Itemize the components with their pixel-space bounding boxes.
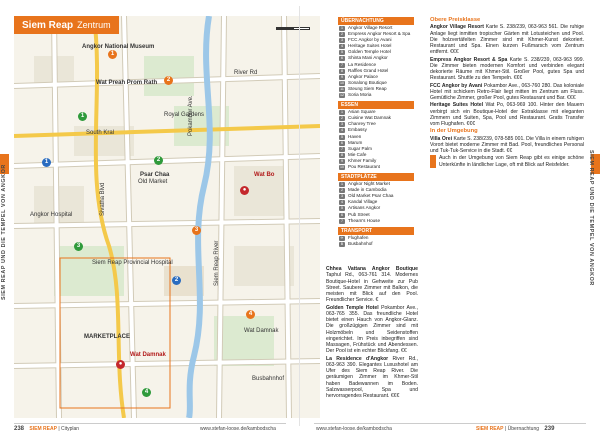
label-psar-chaa: Psar Chaa <box>140 172 170 178</box>
map-title-text: Siem Reap <box>22 20 74 31</box>
footer-sub-left: Cityplan <box>61 426 80 432</box>
legend-item[interactable]: 8 Mie Cafe <box>341 151 367 157</box>
legend-item[interactable]: 2 Cuisine Wat Damnak <box>341 115 391 121</box>
legend-item[interactable]: 6 Pub Street <box>341 211 370 217</box>
legend-section-title: TRANSPORT <box>338 227 414 235</box>
label-river-road: River Rd <box>234 70 258 76</box>
label-royal-gardens: Royal Gardens <box>164 112 205 118</box>
entry-text: Taphul Rd., 063-761 314. Modernes Boutique-Hotel in Gehweite zur Pub Street. Saubere Zimmer mit Balkon, die meisten mit Blick auf den Pool. Freundlicher Service. € <box>326 272 418 304</box>
entry-name: Heritage Suites Hotel <box>430 102 484 109</box>
map-pin-food-1[interactable]: 1 <box>78 112 87 121</box>
label-wat-bo: Wat Bo <box>254 172 275 178</box>
legend-item[interactable]: ✈ Flughafen <box>340 234 369 240</box>
city-map[interactable] <box>14 16 320 418</box>
entry-text: River Rd., 063-963 390. Elegantes Luxushotel am Ufer des Siem Reap River. Die geräumigen Zimmer im Khmer-Stil haben Badewannen im Boden. Salzwasserpool, Spa und hervorragendes Restaurant. €€€ <box>326 355 418 399</box>
legend-item[interactable]: 11 Steung Siem Reap <box>340 85 387 91</box>
map-pin-food-2[interactable]: 2 <box>154 156 163 165</box>
map-pin-sight-1[interactable]: ● <box>240 186 249 195</box>
chapter-side-label-right: SIEM REAP UND DIE TEMPEL VON ANGKOR <box>588 150 594 286</box>
map-pin-food-3[interactable]: 3 <box>74 242 83 251</box>
legend-item[interactable]: 12 Soria Moria <box>340 92 372 98</box>
map-pin-hotel-1[interactable]: 1 <box>108 50 117 59</box>
chapter-side-label-left: SIEM REAP UND DIE TEMPEL VON ANGKOR <box>1 164 7 300</box>
label-pokambor: Pokambor Ave. <box>188 95 194 136</box>
footer-section-left: SIEM REAP <box>29 426 57 432</box>
legend-item[interactable]: 9 Angkor Palace <box>341 73 378 79</box>
map-pin-sight-2[interactable]: ● <box>116 360 125 369</box>
tip-box: Auch in der Umgebung von Siem Reap gibt es einige schöne Unterkünfte in ländlicher Lage, oft mit Blick auf Reisfelder. <box>430 155 584 168</box>
map-title <box>14 16 119 34</box>
label-sivatha: Sivatha Blvd <box>100 182 106 216</box>
entry-name: Villa Orei <box>430 135 453 142</box>
label-wat-damnak-2: Wat Damnak <box>244 328 279 334</box>
footer-rule-right <box>314 423 586 424</box>
legend-item[interactable]: 4 Heritage Suites Hotel <box>341 43 392 49</box>
label-wat-preah-prom-rath: Wat Preah Prom Rath <box>96 80 158 86</box>
legend-section-title: ÜBERNACHTUNG <box>338 17 414 25</box>
label-marketplace: MARKETPLACE <box>84 334 130 340</box>
entry-text: Karte S. 238/239, 063-963 999. Die Zimmer bieten modernen Komfort und verbinden elegant dekorierte Räume mit Khmer-Stil. Großer Pool, gutes Spa und Restaurant. Shuttle zu den Tempeln. €€€ <box>430 56 584 82</box>
map-pin-hotel-3[interactable]: 3 <box>192 226 201 235</box>
legend-item[interactable]: 1 Asian Square <box>341 109 376 115</box>
entry-text: Wat Po, 063-969 100. Hinter den Mauern verbirgt sich ein Boutique-Hotel der Extraklasse mit eleganten Zimmern und Suiten, Spa, Pool und Restaurant. Gratis Transfer vom Flughafen. €€€ <box>430 102 585 127</box>
text-column-1 <box>326 266 418 400</box>
label-old-market: Old Market <box>138 179 168 185</box>
legend-item[interactable]: 4 Kandal Village <box>341 199 378 205</box>
entry-name: Chhea Vattana Angkor Boutique <box>326 266 418 272</box>
entry-text: Pokambor Ave., 063-765 355. Das freundliche Hotel bietet einen Hauch von Angkor-Glanz. Die großzügigen Zimmer sind mit Holzmöbeln und Seidenstoffen eingerichtet. Im Preis inbegriffen sind Massagen, Frühstück und Abendessen. Der Pool ist ein echter Blickfang. €€ <box>326 304 418 355</box>
legend-item[interactable]: 10 Sonalong Boutique <box>340 79 387 85</box>
label-south-kral: South Kral <box>86 130 115 136</box>
footer-url-left[interactable]: www.stefan-loose.de/kambodscha <box>200 426 276 432</box>
section-heading: In der Umgebung <box>430 128 478 135</box>
map-pin-hotel-2[interactable]: 2 <box>164 76 173 85</box>
section-heading: Obere Preisklasse <box>430 17 481 23</box>
footer-rule-left <box>14 423 286 424</box>
entry-text: Karte S. 238/239, 063-963 561. Die ruhige Anlage liegt inmitten tropischer Gärten mit Lotusteichen und Pool. Die holzvertäfelten Zimmer sind mit Khmer-Kunst dekoriert. Restaurant und Spa. Einen kurzen Fußmarsch vom Zentrum entfernt. €€€ <box>430 24 585 56</box>
legend-item[interactable]: 6 Shinta Mani Angkor <box>341 55 388 61</box>
label-river: Siem Reap River <box>214 240 220 286</box>
legend-item[interactable]: 10 Pou Restaurant <box>340 163 380 169</box>
legend-item[interactable]: 2 Made in Cambodia <box>341 187 387 193</box>
legend-item[interactable]: 3 FCC Angkor by Avani <box>341 37 392 43</box>
legend-item[interactable]: B Busbahnhof <box>340 240 373 246</box>
legend-item[interactable]: 1 Angkor Village Resort <box>341 25 393 30</box>
legend-item[interactable]: 9 Khmer Family <box>341 157 377 163</box>
entry-text: Pokambor Ave., 063-760 280. Das koloniale Hotel mit schickem Retro-Flair liegt mitten im Zentrum am Fluss. Gemütliche Zimmer, großer Pool, gutes Restaurant und Bar. €€€ <box>430 82 584 101</box>
legend-item[interactable]: 3 Old Market Psar Chaa <box>341 193 394 199</box>
page-number-left: 238 <box>14 426 25 432</box>
map-pin-hotel-4[interactable]: 4 <box>246 310 255 319</box>
legend-section-title: STADTPLÄTZE <box>338 173 414 181</box>
label-provincial-hospital: Siem Reap Provincial Hospital <box>92 260 173 266</box>
footer-right: SIEM REAP | Übernachtung 239 <box>476 426 555 432</box>
entry-name: Empress Angkor Resort & Spa <box>430 56 508 63</box>
entry-name: La Residence d'Angkor <box>326 355 389 362</box>
footer-url-right[interactable]: www.stefan-loose.de/kambodscha <box>316 426 392 432</box>
footer-left: 238 SIEM REAP | Cityplan <box>14 426 80 432</box>
legend-item[interactable]: 8 Raffles Grand Hotel <box>341 67 389 73</box>
legend-item[interactable]: 5 Haven <box>341 133 362 139</box>
legend-item[interactable]: 2 Empress Angkor Resort & Spa <box>341 31 411 37</box>
footer-section-right: SIEM REAP <box>476 426 504 432</box>
legend-item[interactable]: 5 Artisans Angkor <box>341 205 381 211</box>
entry-text: Karte S. 238/239, 078-585 001. Die Villa in einem ruhigen Vorort bietet moderne Zimmer mit Bad. Pool, freundliches Personal und Tuk-Tuk-Service in die Stadt. €€ <box>430 135 584 154</box>
legend-item[interactable]: 7 Sugar Palm <box>341 145 373 151</box>
map-pin-shop-2[interactable]: 2 <box>172 276 181 285</box>
entry-name: Golden Temple Hotel <box>326 304 379 311</box>
page-number-right: 239 <box>544 426 555 432</box>
entry-name: Angkor Village Resort <box>430 24 484 31</box>
legend-item[interactable]: 7 La Residence <box>341 61 377 67</box>
map-subtitle: Zentrum <box>77 20 111 30</box>
label-national-museum: Angkor National Museum <box>82 44 155 50</box>
legend-item[interactable]: 4 Embassy <box>341 127 367 133</box>
legend-item[interactable]: 3 Chanrey Tree <box>341 121 376 127</box>
legend-section-title: ESSEN <box>338 101 414 109</box>
legend-item[interactable]: 1 Angkor Night Market <box>341 181 390 187</box>
footer-sub-right: Übernachtung <box>507 426 540 432</box>
label-wat-damnak: Wat Damnak <box>130 352 166 358</box>
legend-item[interactable]: 5 Golden Temple Hotel <box>341 49 391 55</box>
label-angkor-hospital: Angkor Hospital <box>30 212 73 218</box>
map-pin-food-4[interactable]: 4 <box>142 388 151 397</box>
map-pin-shop-1[interactable]: 1 <box>42 158 51 167</box>
text-column-2 <box>430 17 584 169</box>
legend-item[interactable]: 7 Theam's House <box>341 217 381 223</box>
legend-item[interactable]: 6 Marum <box>341 139 363 145</box>
label-bus-station: Busbahnhof <box>252 376 285 382</box>
entry-name: FCC Angkor by Avani <box>430 82 483 89</box>
